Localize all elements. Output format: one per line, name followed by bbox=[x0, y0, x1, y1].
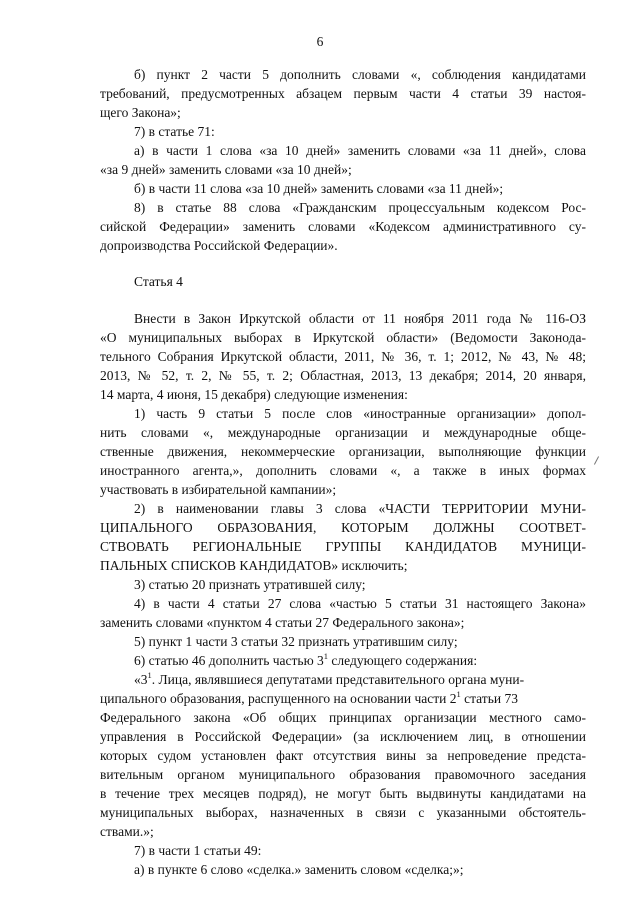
text-line: 7) в статье 71: bbox=[134, 124, 215, 139]
text-line: 2013, № 52, т. 2, № 55, т. 2; Областная, 2013, 13 декабря; 2014, 20 января, bbox=[100, 368, 586, 383]
text-line: иностранного агента,», дополнить словами «, а также в иных формах bbox=[100, 463, 586, 478]
text-line: заменить словами «пунктом 4 статьи 27 Федерального закона»; bbox=[100, 615, 465, 630]
text-line: Федерального закона «Об общих принципах организации местного само- bbox=[100, 710, 586, 725]
text-line: нить словами «, международные организации и международные обще- bbox=[100, 425, 586, 440]
text-line: 7) в части 1 статьи 49: bbox=[134, 843, 262, 858]
text-line: ципального образования, распущенного на основании части $2^1$ статьи 73 bbox=[100, 688, 518, 706]
text-line: которых судом установлен факт отсутствия вины за непроведение предста- bbox=[100, 748, 586, 763]
text-line: 4) в части 4 статьи 27 слова «частью 5 статьи 31 настоящего Закона» bbox=[134, 596, 586, 611]
text-line: требований, предусмотренных абзацем первым части 4 статьи 39 настоя- bbox=[100, 86, 586, 101]
article-heading: Статья 4 bbox=[134, 274, 183, 289]
text-line: сийской Федерации» заменить словами «Кодексом административного су- bbox=[100, 219, 586, 234]
text-line: «$3^1$. Лица, являвшиеся депутатами представительного органа муни- bbox=[134, 669, 525, 687]
text-line: «О муниципальных выборах в Иркутской области» (Ведомости Законода- bbox=[100, 330, 586, 345]
text-line: б) пункт 2 части 5 дополнить словами «, соблюдения кандидатами bbox=[134, 67, 586, 82]
text-line: «за 9 дней» заменить словами «за 10 дней»; bbox=[100, 162, 352, 177]
text-line: щего Закона»; bbox=[100, 105, 181, 120]
text-line: СТВОВАТЬ РЕГИОНАЛЬНЫЕ ГРУППЫ КАНДИДАТОВ МУНИЦИ- bbox=[100, 539, 586, 554]
text-line: а) в пункте 6 слово «сделка.» заменить словом «сделка;»; bbox=[134, 862, 464, 877]
text-line: б) в части 11 слова «за 10 дней» заменить словами «за 11 дней»; bbox=[134, 181, 504, 196]
text-line: ПАЛЬНЫХ СПИСКОВ КАНДИДАТОВ» исключить; bbox=[100, 558, 408, 573]
page-number: 6 bbox=[316, 34, 324, 49]
text-line: ственные движения, некоммерческие организации, выполняющие функции bbox=[100, 444, 586, 459]
text-line: 1) часть 9 статьи 5 после слов «иностранные организации» допол- bbox=[134, 406, 586, 421]
text-line: допроизводства Российской Федерации». bbox=[100, 238, 338, 253]
text-line: муниципальных выборах, назначенных в связи с указанными обстоятель- bbox=[100, 805, 586, 820]
pen-mark bbox=[594, 456, 599, 464]
text-line: 8) в статье 88 слова «Гражданским процессуальным кодексом Рос- bbox=[134, 200, 586, 215]
text-line: 5) пункт 1 части 3 статьи 32 признать утратившим силу; bbox=[134, 634, 458, 649]
text-line: управления в Российской Федерации» (за исключением лиц, в отношении bbox=[100, 729, 586, 744]
text-line: а) в части 1 слова «за 10 дней» заменить словами «за 11 дней», слова bbox=[134, 143, 586, 158]
text-line: в течение трех месяцев подряд), не могут быть выдвинуты кандидатами на bbox=[100, 786, 586, 801]
text-line: ствами.»; bbox=[100, 824, 154, 839]
text-line: тельного Собрания Иркутской области, 2011, № 36, т. 1; 2012, № 43, № 48; bbox=[100, 349, 586, 364]
text-line: участвовать в избирательной кампании»; bbox=[100, 482, 337, 497]
text-line: вительным органом муниципального образования правомочного заседания bbox=[100, 767, 586, 782]
text-line: 3) статью 20 признать утратившей силу; bbox=[134, 577, 366, 592]
text-line: 14 марта, 4 июня, 15 декабря) следующие изменения: bbox=[100, 387, 408, 402]
text-line: 6) статью 46 дополнить частью $3^1$ следующего содержания: bbox=[134, 650, 478, 668]
text-line: Внести в Закон Иркутской области от 11 ноября 2011 года № 116-ОЗ bbox=[134, 311, 586, 326]
text-line: 2) в наименовании главы 3 слова «ЧАСТИ ТЕРРИТОРИИ МУНИ- bbox=[134, 501, 586, 516]
text-line: ЦИПАЛЬНОГО ОБРАЗОВАНИЯ, КОТОРЫМ ДОЛЖНЫ СООТВЕТ- bbox=[100, 520, 586, 535]
